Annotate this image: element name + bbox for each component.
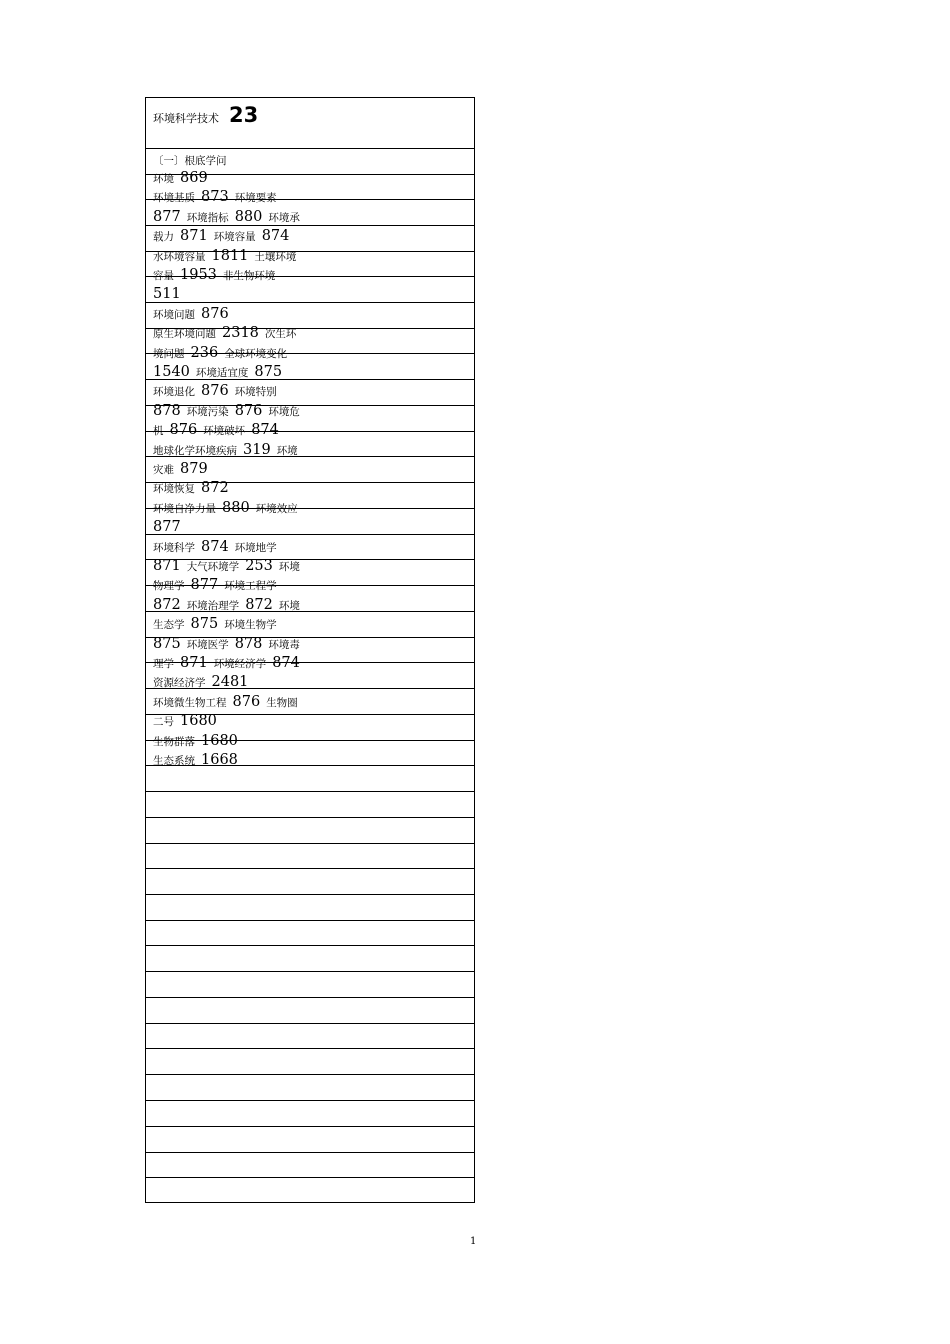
entry-page-number: 253: [245, 558, 273, 574]
table-rule: [146, 148, 474, 149]
table-rule: [146, 945, 474, 946]
entry-term: 环境: [276, 444, 298, 457]
entry-page-number: 875: [153, 635, 181, 652]
title-number: 23: [229, 103, 259, 127]
index-line: [153, 752, 244, 771]
table-rule: [146, 868, 474, 869]
entry-term: 环境地学: [234, 541, 277, 554]
table-rule: [146, 1126, 474, 1127]
index-line: [153, 461, 214, 480]
entry-page-number: 879: [180, 461, 208, 477]
entry-term: 大气环境学: [186, 561, 240, 573]
entry-term: 环境特别: [234, 386, 277, 399]
entry-page-number: 880: [222, 499, 250, 516]
document-title: [153, 103, 258, 133]
index-line: [153, 733, 244, 752]
entry-term: 全球环境变化: [224, 347, 288, 360]
entry-page-number: 319: [243, 441, 271, 458]
index-line: [153, 519, 187, 538]
entry-page-number: 878: [153, 402, 181, 419]
entry-page-number: 871: [180, 228, 208, 245]
entry-page-number: 876: [169, 422, 198, 439]
entry-term: 资源经济学: [153, 677, 206, 690]
entry-page-number: 511: [153, 286, 181, 303]
entry-term: 环境指标: [186, 211, 229, 224]
table-rule: [146, 534, 474, 535]
entry-page-number: 876: [201, 305, 229, 322]
title-text: 环境科学技术: [153, 112, 219, 125]
index-line: [153, 500, 298, 519]
table-rule: [146, 920, 474, 921]
index-line: [153, 713, 223, 732]
entry-term: 非生物环境: [222, 270, 276, 282]
entry-page-number: 876: [232, 693, 261, 710]
entry-term: 生态学: [153, 619, 185, 632]
index-line: [153, 267, 275, 286]
entry-term: 环境治理学: [186, 599, 240, 612]
table-rule: [146, 1152, 474, 1153]
entry-term: 环境破坏: [203, 425, 246, 438]
index-line: [153, 636, 300, 655]
table-rule: [146, 791, 474, 792]
entry-page-number: 877: [153, 208, 181, 225]
entry-term: 次生环: [264, 328, 297, 341]
index-line: [153, 597, 300, 616]
index-line: [153, 286, 187, 305]
table-rule: [146, 997, 474, 998]
table-rule: [146, 894, 474, 895]
entry-page-number: 877: [190, 577, 219, 594]
table-rule: [146, 1177, 474, 1178]
entry-term: 环境: [153, 173, 174, 185]
entry-term: 环境医学: [186, 638, 229, 651]
entry-page-number: 875: [190, 616, 219, 633]
entry-term: 水环境容量: [153, 250, 206, 263]
entry-term: 环境适宜度: [195, 367, 249, 379]
entry-page-number: 878: [234, 635, 263, 652]
index-line: [153, 403, 300, 422]
index-line: [153, 189, 277, 208]
entry-page-number: 877: [153, 519, 181, 536]
entry-term: 环境危: [268, 405, 300, 418]
entry-term: 环境容量: [213, 231, 256, 244]
entry-term: 环境工程学: [224, 580, 277, 593]
entry-page-number: 873: [201, 189, 229, 206]
index-line: [153, 422, 285, 441]
index-line: [153, 480, 235, 499]
index-line: [153, 694, 298, 713]
entry-term: 生物群落: [153, 735, 195, 748]
entry-page-number: 1668: [201, 752, 238, 768]
entry-term: 环境问题: [153, 308, 195, 321]
entry-term: 生态系统: [153, 755, 195, 767]
entry-term: 环境科学: [153, 541, 195, 554]
entry-term: 生物圈: [266, 696, 298, 709]
entry-page-number: 1811: [211, 247, 249, 264]
entry-page-number: 874: [261, 228, 290, 245]
entry-page-number: 880: [234, 208, 263, 225]
entry-term: 机: [153, 425, 164, 438]
entry-term: 理学: [153, 658, 174, 670]
index-line: [153, 345, 287, 364]
index-line: [153, 558, 300, 577]
entry-page-number: 874: [201, 538, 229, 555]
index-line: [153, 383, 277, 402]
entry-page-number: 2318: [222, 325, 259, 342]
entry-page-number: 1953: [180, 267, 217, 283]
entry-term: 土壤环境: [254, 250, 297, 263]
entry-page-number: 872: [153, 596, 181, 613]
table-rule: [146, 1074, 474, 1075]
entry-page-number: 2481: [211, 674, 249, 691]
index-line: [153, 655, 306, 674]
entry-page-number: 869: [180, 170, 208, 186]
index-line: [153, 170, 214, 189]
table-rule: [146, 971, 474, 972]
index-line: [153, 674, 254, 693]
entry-term: 环境恢复: [153, 483, 195, 496]
index-line: [153, 539, 277, 558]
entry-page-number: 875: [254, 364, 283, 380]
entry-page-number: 874: [251, 422, 279, 439]
entry-term: 环境毒: [268, 638, 300, 651]
table-rule: [146, 843, 474, 844]
entry-page-number: 1680: [180, 713, 217, 730]
entry-term: 地球化学环境疾病: [153, 444, 237, 457]
entry-term: 灾难: [153, 464, 174, 476]
entry-page-number: 876: [201, 383, 229, 400]
entry-term: 境问题: [153, 347, 185, 360]
index-line: [153, 442, 298, 461]
entry-term: 环境承: [268, 211, 300, 224]
entry-term: 环境污染: [186, 405, 229, 418]
entry-term: 环境自净力量: [153, 502, 216, 515]
table-rule: [146, 1023, 474, 1024]
entry-page-number: 236: [190, 344, 219, 361]
entry-page-number: 876: [234, 402, 263, 419]
entry-term: 原生环境问题: [153, 328, 216, 341]
index-line: [153, 616, 277, 635]
table-rule: [146, 1100, 474, 1101]
entry-term: 环境要素: [234, 192, 277, 205]
entry-page-number: 874: [272, 655, 300, 671]
entry-page-number: 872: [245, 596, 273, 613]
entry-term: 容量: [153, 270, 174, 282]
entry-term: 二号: [153, 716, 174, 729]
entry-term: 物理学: [153, 580, 185, 593]
table-rule: [146, 817, 474, 818]
entry-page-number: 871: [180, 655, 208, 671]
entry-term: 环境生物学: [224, 619, 277, 632]
entry-page-number: 871: [153, 558, 181, 574]
index-line: [153, 228, 295, 247]
entry-page-number: 1680: [201, 732, 238, 749]
section-heading: 〔一〕根底学问: [153, 155, 227, 167]
index-line: [153, 325, 296, 344]
index-line: [153, 306, 235, 325]
entry-term: 环境: [278, 599, 300, 612]
table-rule: [146, 302, 474, 303]
entry-page-number: 1540: [153, 364, 190, 380]
entry-page-number: 872: [201, 480, 229, 497]
entry-term: 环境经济学: [213, 658, 267, 670]
table-rule: [146, 1048, 474, 1049]
index-line: [153, 364, 288, 383]
index-line: [153, 248, 296, 267]
entry-term: 环境退化: [153, 386, 195, 399]
index-line: [153, 577, 277, 596]
entry-term: 环境微生物工程: [153, 696, 227, 709]
entry-term: 环境效应: [255, 502, 298, 515]
page-number: 1: [470, 1236, 477, 1247]
index-line: [153, 209, 300, 228]
entry-term: 环境基质: [153, 192, 195, 205]
entry-term: 环境: [278, 561, 300, 573]
entry-term: 载力: [153, 231, 174, 244]
